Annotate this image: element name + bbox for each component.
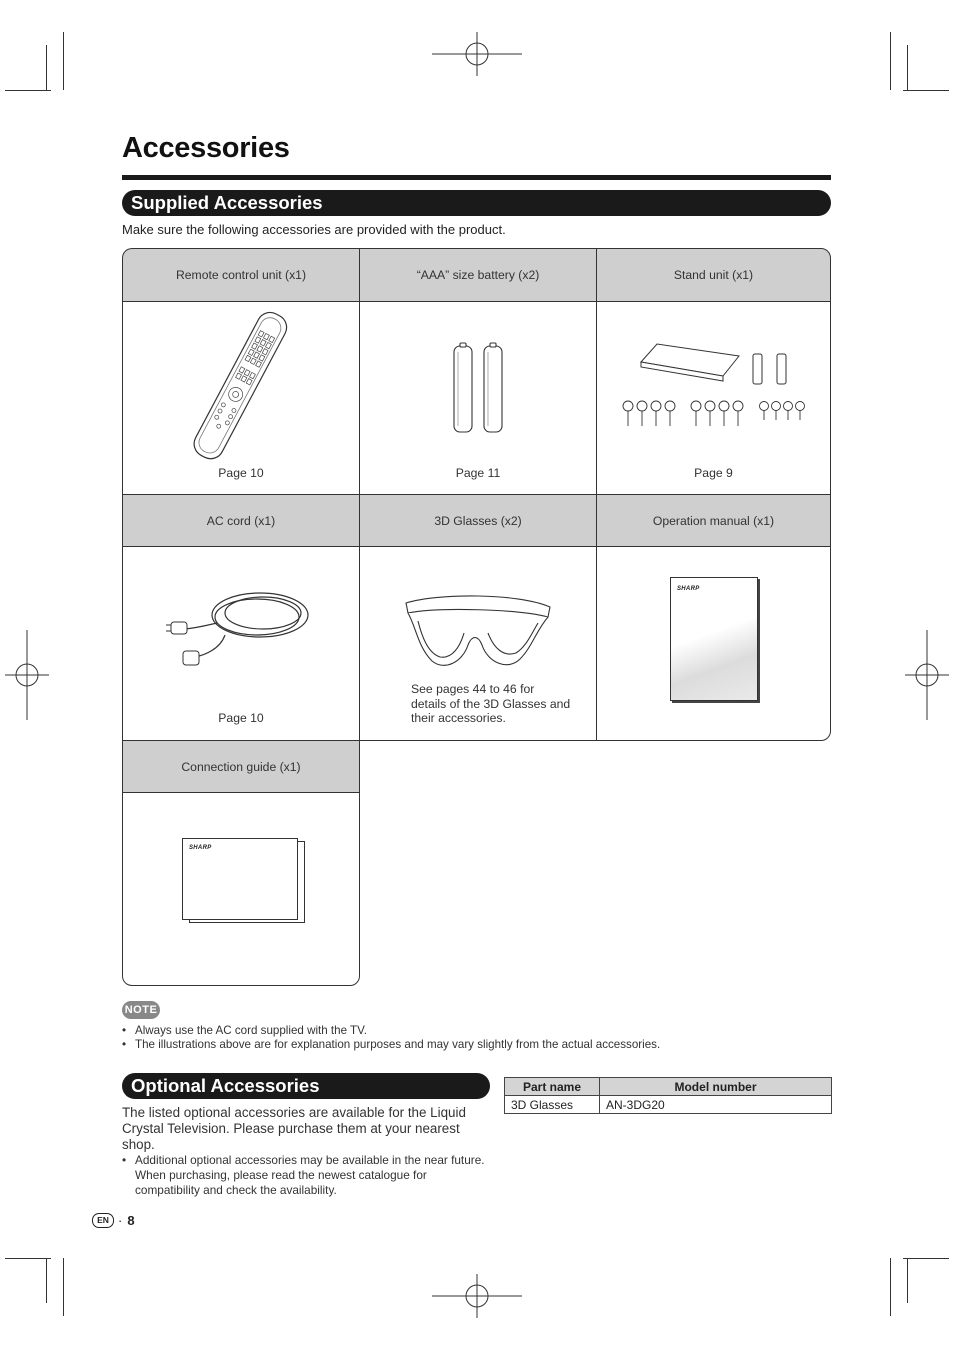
note-bullet: •	[122, 1024, 127, 1037]
item-cell-3d-glasses	[359, 546, 597, 741]
item-header-ac-cord: AC cord (x1)	[122, 494, 360, 547]
item-header-remote: Remote control unit (x1)	[122, 248, 360, 302]
manual-brand-logo: SHARP	[677, 586, 700, 592]
table-header-row	[505, 1078, 832, 1096]
note-bullet: •	[122, 1038, 127, 1051]
operation-manual-icon	[670, 577, 758, 701]
optional-accessories-table	[504, 1077, 832, 1114]
page-number: 8	[127, 1213, 135, 1228]
optional-bullet-text: Additional optional accessories may be available in the near future. When purchasing, please read the newest catalogue for compatibility and check the availability.	[135, 1153, 485, 1197]
registration-mark-left-icon	[5, 630, 49, 720]
registration-mark-right-icon	[905, 630, 949, 720]
supplied-accessories-heading: Supplied Accessories	[122, 190, 831, 216]
item-page-stand: Page 9	[694, 466, 733, 480]
language-badge: EN	[92, 1213, 114, 1228]
note-item	[122, 1024, 367, 1037]
item-header-stand: Stand unit (x1)	[596, 248, 831, 302]
supplied-intro-text: Make sure the following accessories are provided with the product.	[122, 222, 506, 237]
item-header-3d-glasses: 3D Glasses (x2)	[359, 494, 597, 547]
item-page-battery: Page 11	[455, 466, 501, 480]
item-header-battery: “AAA” size battery (x2)	[359, 248, 597, 302]
item-header-operation-manual: Operation manual (x1)	[596, 494, 831, 547]
optional-accessories-bullet	[122, 1153, 490, 1198]
item-page-remote: Page 10	[218, 466, 264, 480]
remote-control-icon	[168, 307, 318, 467]
note-text: Always use the AC cord supplied with the TV.	[135, 1024, 368, 1037]
item-cell-remote	[122, 301, 360, 495]
item-cell-stand	[596, 301, 831, 495]
optional-accessories-heading: Optional Accessories	[122, 1073, 490, 1099]
registration-mark-top-icon	[432, 32, 522, 76]
note-item	[122, 1038, 660, 1051]
item-cell-connection-guide	[122, 792, 360, 986]
guide-brand-logo: SHARP	[189, 845, 212, 851]
note-text: The illustrations above are for explanation purposes and may vary slightly from the actual accessories.	[135, 1038, 661, 1051]
table-cell-part-name: 3D Glasses	[505, 1096, 600, 1114]
item-cell-battery	[359, 301, 597, 495]
column-header-part-name: Part name	[505, 1078, 600, 1096]
table-row	[505, 1096, 832, 1114]
item-header-connection-guide: Connection guide (x1)	[122, 740, 360, 793]
column-header-model-number: Model number	[600, 1078, 832, 1096]
page-footer	[92, 1213, 135, 1228]
optional-accessories-text: The listed optional accessories are available for the Liquid Crystal Television. Please purchase them at your nearest shop.	[122, 1105, 466, 1152]
item-page-ac-cord: Page 10	[218, 711, 264, 725]
item-cell-ac-cord	[122, 546, 360, 741]
item-page-3d-glasses: See pages 44 to 46 for details of the 3D Glasses and their accessories.	[411, 682, 571, 725]
bullet-mark: •	[122, 1153, 127, 1167]
registration-mark-bottom-icon	[432, 1274, 522, 1318]
stand-unit-icon	[619, 340, 819, 432]
connection-guide-icon	[182, 838, 298, 920]
title-rule	[122, 175, 831, 180]
battery-icon	[448, 342, 510, 434]
table-cell-model-number: AN-3DG20	[600, 1096, 832, 1114]
ac-cord-icon	[165, 577, 315, 672]
note-badge: NOTE	[122, 1001, 160, 1019]
page-title: Accessories	[122, 132, 290, 164]
item-cell-operation-manual	[596, 546, 831, 741]
footer-separator: ·	[118, 1213, 123, 1228]
3d-glasses-icon	[398, 591, 558, 681]
